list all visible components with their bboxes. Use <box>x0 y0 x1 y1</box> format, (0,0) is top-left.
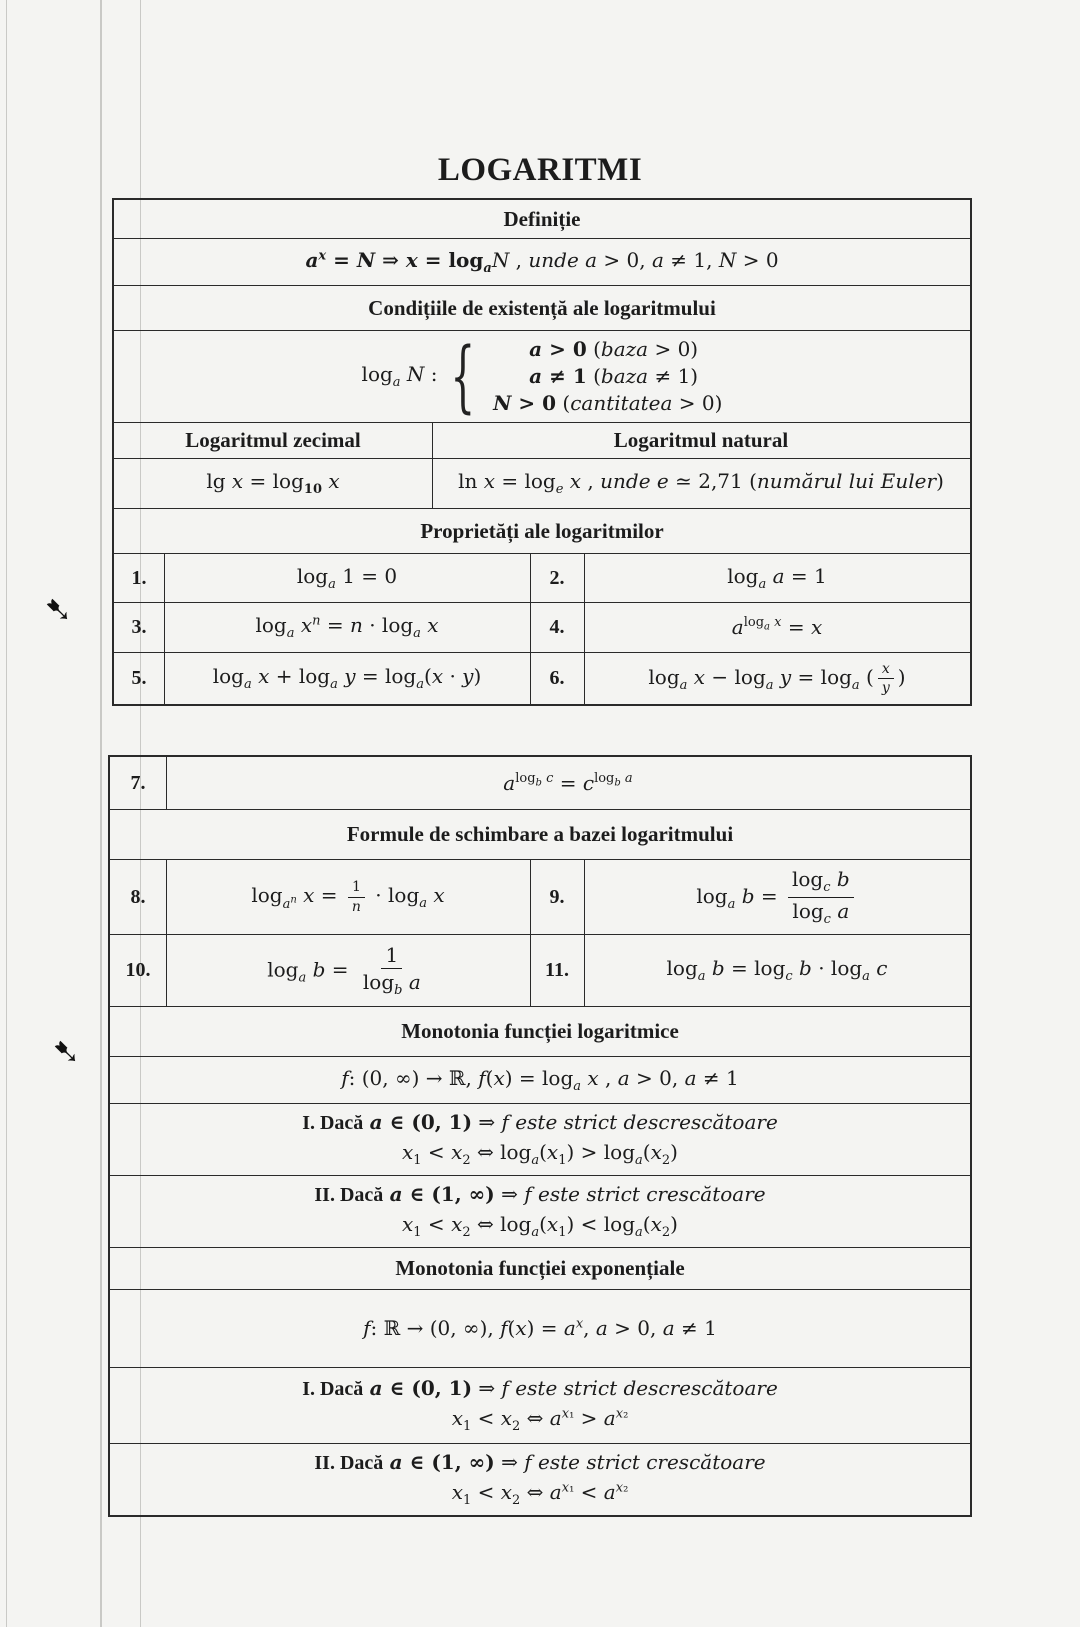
property-formula-1: $\log_a 1 = 0$ <box>296 563 398 592</box>
exp-monotony-function-row <box>110 1289 970 1367</box>
property-7-row <box>110 757 970 809</box>
properties-row-2 <box>114 602 970 652</box>
base-change-number: 9. <box>549 885 565 908</box>
condition-2: a ≠ 1 (baza ≠ 1) <box>529 364 699 388</box>
property-number: 6. <box>549 667 565 689</box>
log-monotony-case-2-row <box>110 1175 970 1247</box>
decimal-log-formula: $\lg x = \log_{10} x$ <box>206 469 340 498</box>
base-change-formula-10: $\log_a b$ = $\frac{1}{\log_b a}$ <box>267 942 421 998</box>
definition-heading-row <box>114 200 970 238</box>
base-change-formula-8: $\log_{a^n} x$ = $\frac{1}{n}$ · $\log_a x$ <box>251 879 445 915</box>
base-change-number: 11. <box>545 959 569 981</box>
properties-heading: Proprietăți ale logaritmilor <box>420 518 664 543</box>
conditions-row <box>114 330 970 422</box>
definition-formula-row <box>114 238 970 285</box>
property-formula-7: $a^{log_b c} = c^{log_b a}$ <box>503 770 633 795</box>
log-types-formula-row <box>114 458 970 508</box>
base-change-row-2 <box>110 934 970 1006</box>
exp-monotony-heading-row <box>110 1247 970 1289</box>
property-formula-4: $a^{log_a x} = x$ <box>731 615 823 639</box>
logarithm-table-2 <box>108 755 972 1517</box>
properties-heading-row <box>114 508 970 553</box>
hole-punch-mark-top: ➷ <box>44 590 73 630</box>
left-binding-line <box>100 0 102 1627</box>
left-page-edge <box>6 0 7 1627</box>
base-change-formula-9: $\log_a b$ = $\frac{\log_c b}{\log_c a}$ <box>696 866 857 929</box>
conditions-heading: Condițiile de existență ale logaritmului <box>368 295 716 320</box>
properties-row-3 <box>114 652 970 704</box>
log-monotony-case-1: I. Dacă a ∈ (0, 1) ⇒ f este strict descrescătoare $x_1 < x_2$ ⇔ $\log_a(x_1) > \log_a(x_2)$ <box>302 1110 778 1169</box>
exp-monotony-case-1: I. Dacă a ∈ (0, 1) ⇒ f este strict descrescătoare $x_1 < x_2$ ⇔ $a^{x_1} > a^{x_2}$ <box>302 1376 778 1435</box>
definition-formula: $a^x = N$ ⇒ $x = \log_aN$ , unde a > 0, a ≠ 1, N > 0 <box>305 247 779 276</box>
natural-log-formula: $\ln x = \log_e x$ , unde e ≃ 2,71 (numărul lui Euler) <box>458 469 944 498</box>
conditions-lhs: $\log_a N$ : <box>361 362 438 391</box>
exp-monotony-case-2: II. Dacă a ∈ (1, ∞) ⇒ f este strict crescătoare $x_1 < x_2$ ⇔ $a^{x_1} < a^{x_2}$ <box>314 1450 766 1509</box>
decimal-log-heading: Logaritmul zecimal <box>185 428 361 452</box>
natural-log-heading: Logaritmul natural <box>613 428 789 452</box>
base-change-heading-row <box>110 809 970 859</box>
property-number: 1. <box>131 566 147 589</box>
exp-monotony-function: f: ℝ → (0, ∞), $f(x) = a^x$, a > 0, a ≠ 1 <box>363 1316 717 1340</box>
conditions-heading-row <box>114 285 970 330</box>
exp-monotony-case-1-row <box>110 1367 970 1443</box>
page-title: LOGARITMI <box>437 152 643 188</box>
log-monotony-heading-row <box>110 1006 970 1056</box>
base-change-number: 10. <box>125 959 151 981</box>
log-monotony-case-2: II. Dacă a ∈ (1, ∞) ⇒ f este strict crescătoare $x_1 < x_2$ ⇔ $\log_a(x_1) < \log_a(x_2)$ <box>314 1182 766 1241</box>
hole-punch-mark-bottom: ➷ <box>52 1032 81 1072</box>
log-types-heading-row <box>114 422 970 458</box>
log-monotony-heading: Monotonia funcției logaritmice <box>401 1019 679 1043</box>
log-monotony-case-1-row <box>110 1103 970 1175</box>
conditions-list <box>493 336 722 417</box>
properties-row-1 <box>114 553 970 602</box>
condition-3: N > 0 (cantitatea > 0) <box>493 391 723 415</box>
base-change-number: 8. <box>130 885 146 908</box>
base-change-row-1 <box>110 859 970 934</box>
property-number: 7. <box>130 771 146 794</box>
property-formula-5: $\log_a x + \log_a y = \log_a(x \cdot y)$ <box>212 664 482 693</box>
curly-brace: { <box>449 331 475 422</box>
condition-1: a > 0 (baza > 0) <box>529 337 699 361</box>
definition-heading: Definiție <box>503 206 581 231</box>
property-formula-6: $\log_a x - \log_a y = \log_a$ ( $\frac{x}{y}$ ) <box>648 660 906 696</box>
property-number: 5. <box>131 667 147 689</box>
property-number: 2. <box>549 566 565 589</box>
log-monotony-function: f: (0, ∞) → ℝ, $f(x) = \log_a x$ , a > 0, a ≠ 1 <box>341 1065 739 1094</box>
logarithm-table-1 <box>112 198 972 706</box>
base-change-heading: Formule de schimbare a bazei logaritmului <box>346 822 734 846</box>
property-formula-3: $\log_a x^n = n \cdot \log_a x$ <box>255 613 439 642</box>
exp-monotony-case-2-row <box>110 1443 970 1515</box>
property-number: 3. <box>131 616 147 638</box>
log-monotony-function-row <box>110 1056 970 1103</box>
property-number: 4. <box>549 616 565 638</box>
exp-monotony-heading: Monotonia funcției exponențiale <box>395 1256 685 1280</box>
base-change-formula-11: $\log_a b = \log_c b \cdot \log_a c$ <box>666 956 888 985</box>
property-formula-2: $\log_a a = 1$ <box>727 563 827 592</box>
